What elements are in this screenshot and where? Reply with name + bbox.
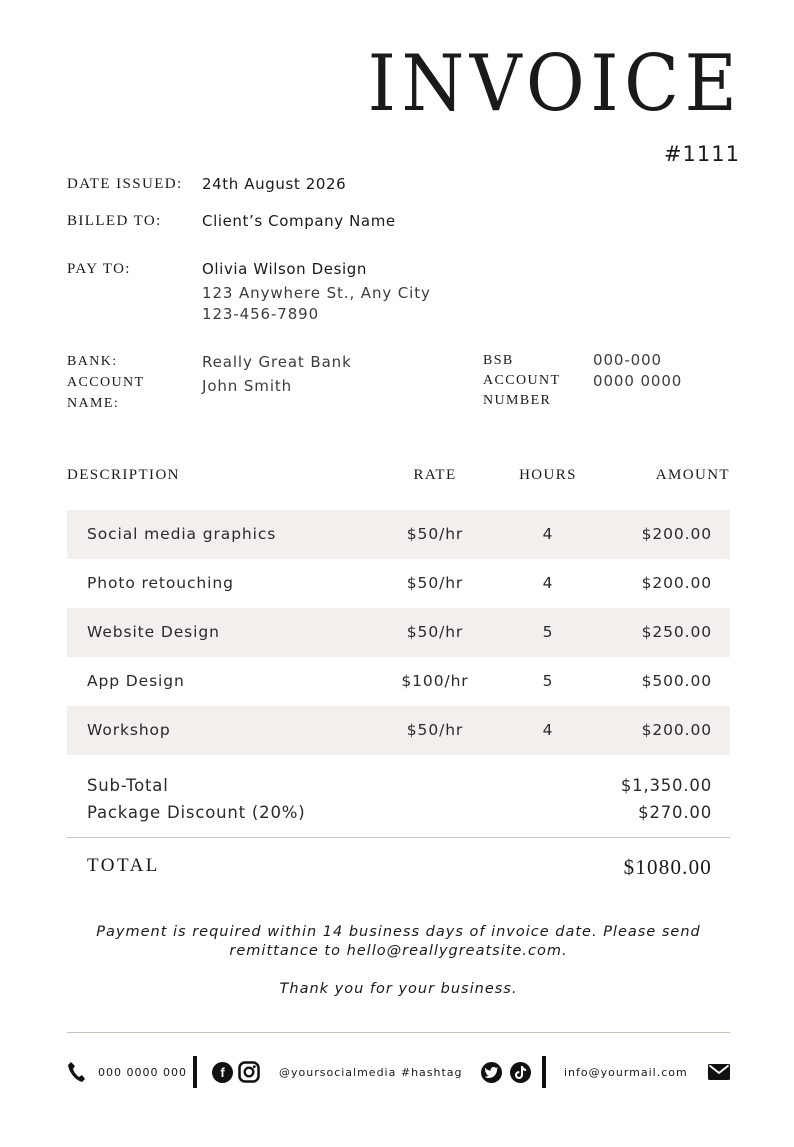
item-description: Social media graphics bbox=[87, 525, 277, 543]
twitter-icon[interactable] bbox=[481, 1056, 502, 1088]
item-rate: $50/hr bbox=[406, 721, 464, 739]
mail-icon[interactable] bbox=[708, 1056, 730, 1088]
header-rate: RATE bbox=[413, 467, 457, 483]
discount-value: $270.00 bbox=[638, 803, 712, 822]
instagram-icon[interactable] bbox=[238, 1056, 260, 1088]
footer bbox=[67, 1056, 730, 1088]
invoice-number: #1111 bbox=[663, 142, 740, 166]
footer-social-handle[interactable]: @yoursocialmedia #hashtag bbox=[279, 1065, 463, 1079]
bank-labels bbox=[67, 351, 187, 414]
item-hours: 5 bbox=[542, 672, 554, 690]
account-number-value: 0000 0000 bbox=[593, 372, 683, 390]
date-issued-label: DATE ISSUED: bbox=[67, 176, 183, 192]
billed-to-label: BILLED TO: bbox=[67, 213, 162, 229]
footer-phone: 000 0000 000 bbox=[98, 1065, 187, 1079]
billed-to-value: Client’s Company Name bbox=[202, 212, 396, 230]
table-row bbox=[67, 657, 730, 706]
item-description: Photo retouching bbox=[87, 574, 234, 592]
summary-divider bbox=[67, 837, 730, 838]
bsb-labels bbox=[483, 351, 583, 411]
header-description: DESCRIPTION bbox=[67, 467, 180, 483]
footer-separator bbox=[193, 1056, 197, 1088]
bsb-label: BSB bbox=[483, 353, 514, 368]
payment-note-line-1: Payment is required within 14 business days of invoice date. Please send bbox=[96, 924, 701, 940]
pay-to-address: 123 Anywhere St., Any City bbox=[202, 284, 431, 302]
pay-to-phone: 123-456-7890 bbox=[202, 305, 320, 323]
date-issued-value: 24th August 2026 bbox=[202, 175, 347, 193]
item-rate: $50/hr bbox=[406, 623, 464, 641]
account-name-label: ACCOUNT NAME: bbox=[67, 375, 145, 411]
footer-divider bbox=[67, 1032, 730, 1033]
invoice-title: INVOICE bbox=[367, 39, 742, 129]
item-amount: $200.00 bbox=[641, 525, 712, 543]
item-amount: $200.00 bbox=[641, 721, 712, 739]
item-description: Workshop bbox=[87, 721, 171, 739]
header-amount: AMOUNT bbox=[655, 467, 730, 483]
account-name-value: John Smith bbox=[202, 377, 293, 395]
discount-label: Package Discount (20%) bbox=[87, 803, 306, 822]
subtotal-label: Sub-Total bbox=[87, 776, 169, 795]
line-items bbox=[67, 510, 730, 755]
total-label: TOTAL bbox=[87, 855, 160, 876]
item-amount: $250.00 bbox=[641, 623, 712, 641]
account-number-label: ACCOUNT NUMBER bbox=[483, 373, 561, 408]
table-row bbox=[67, 510, 730, 559]
table-row bbox=[67, 608, 730, 657]
item-amount: $200.00 bbox=[641, 574, 712, 592]
header-hours: HOURS bbox=[519, 467, 577, 483]
tiktok-icon[interactable] bbox=[510, 1056, 531, 1088]
bsb-value: 000-000 bbox=[593, 351, 662, 369]
item-hours: 4 bbox=[542, 574, 554, 592]
item-rate: $100/hr bbox=[401, 672, 469, 690]
payment-note-line-2: remittance to hello@reallygreatsite.com. bbox=[229, 943, 568, 959]
table-row bbox=[67, 559, 730, 608]
footer-email[interactable]: info@yourmail.com bbox=[564, 1065, 688, 1079]
phone-icon bbox=[67, 1056, 85, 1088]
item-description: App Design bbox=[87, 672, 185, 690]
pay-to-label: PAY TO: bbox=[67, 261, 131, 277]
facebook-icon[interactable]: f bbox=[212, 1056, 233, 1088]
item-rate: $50/hr bbox=[406, 525, 464, 543]
item-hours: 5 bbox=[542, 623, 554, 641]
item-hours: 4 bbox=[542, 525, 554, 543]
subtotal-value: $1,350.00 bbox=[620, 776, 712, 795]
item-hours: 4 bbox=[542, 721, 554, 739]
pay-to-name: Olivia Wilson Design bbox=[202, 260, 368, 278]
bsb-values bbox=[593, 350, 682, 392]
item-description: Website Design bbox=[87, 623, 220, 641]
footer-separator bbox=[542, 1056, 546, 1088]
bank-label: BANK: bbox=[67, 354, 118, 369]
bank-value: Really Great Bank bbox=[202, 353, 352, 371]
thank-you-note: Thank you for your business. bbox=[279, 981, 518, 997]
item-amount: $500.00 bbox=[641, 672, 712, 690]
item-rate: $50/hr bbox=[406, 574, 464, 592]
bank-values bbox=[202, 350, 352, 398]
table-row bbox=[67, 706, 730, 755]
total-value: $1080.00 bbox=[623, 855, 712, 879]
